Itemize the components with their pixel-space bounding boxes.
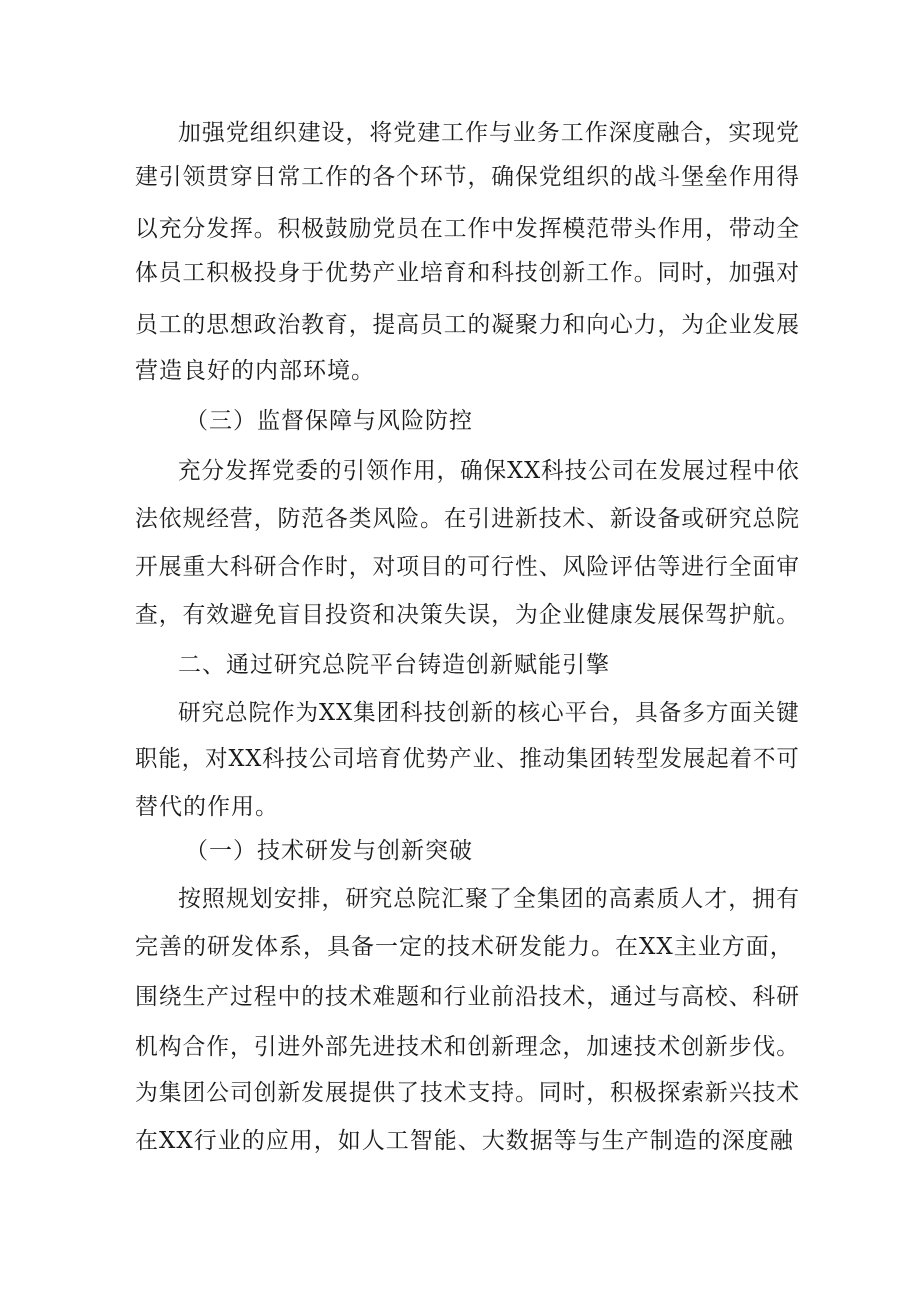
body-text-line: 查，有效避免盲目投资和决策失误，为企业健康发展保驾护航。 [135,602,800,628]
body-text-line: 体员工积极投身于优势产业培育和科技创新工作。同时，加强对 [135,260,800,286]
body-text-line: 以充分发挥。积极鼓励党员在工作中发挥模范带头作用，带动全 [135,216,800,242]
chapter-heading: 二、通过研究总院平台铸造创新赋能引擎 [178,652,610,678]
body-text-line: 机构合作，引进外部先进技术和创新理念，加速技术创新步伐。 [135,1034,800,1060]
body-text-line: 员工的思想政治教育，提高员工的凝聚力和向心力，为企业发展 [135,312,800,338]
body-text-line: 在XX行业的应用，如人工智能、大数据等与生产制造的深度融 [135,1128,794,1154]
body-text-line: 按照规划安排，研究总院汇聚了全集团的高素质人才，拥有 [178,886,800,912]
body-text-line: 围绕生产过程中的技术难题和行业前沿技术，通过与高校、科研 [135,984,800,1010]
body-text-line: 替代的作用。 [135,794,279,820]
body-text-line: 为集团公司创新发展提供了技术支持。同时，积极探索新兴技术 [135,1080,800,1106]
body-text-line: 开展重大科研合作时，对项目的可行性、风险评估等进行全面审 [135,554,800,580]
body-text-line: 研究总院作为XX集团科技创新的核心平台，具备多方面关键 [178,700,800,726]
section-heading: （三）监督保障与风险防控 [185,408,473,434]
body-text-line: 法依规经营，防范各类风险。在引进新技术、新设备或研究总院 [135,506,800,532]
body-text-line: 职能，对XX科技公司培育优势产业、推动集团转型发展起着不可 [135,746,800,772]
body-text-line: 充分发挥党委的引领作用，确保XX科技公司在发展过程中依 [178,458,800,484]
section-heading: （一）技术研发与创新突破 [185,838,473,864]
body-text-line: 加强党组织建设，将党建工作与业务工作深度融合，实现党 [178,120,800,146]
body-text-line: 建引领贯穿日常工作的各个环节，确保党组织的战斗堡垒作用得 [135,164,800,190]
body-text-line: 完善的研发体系，具备一定的技术研发能力。在XX主业方面， [135,934,794,960]
body-text-line: 营造良好的内部环境。 [135,358,375,384]
